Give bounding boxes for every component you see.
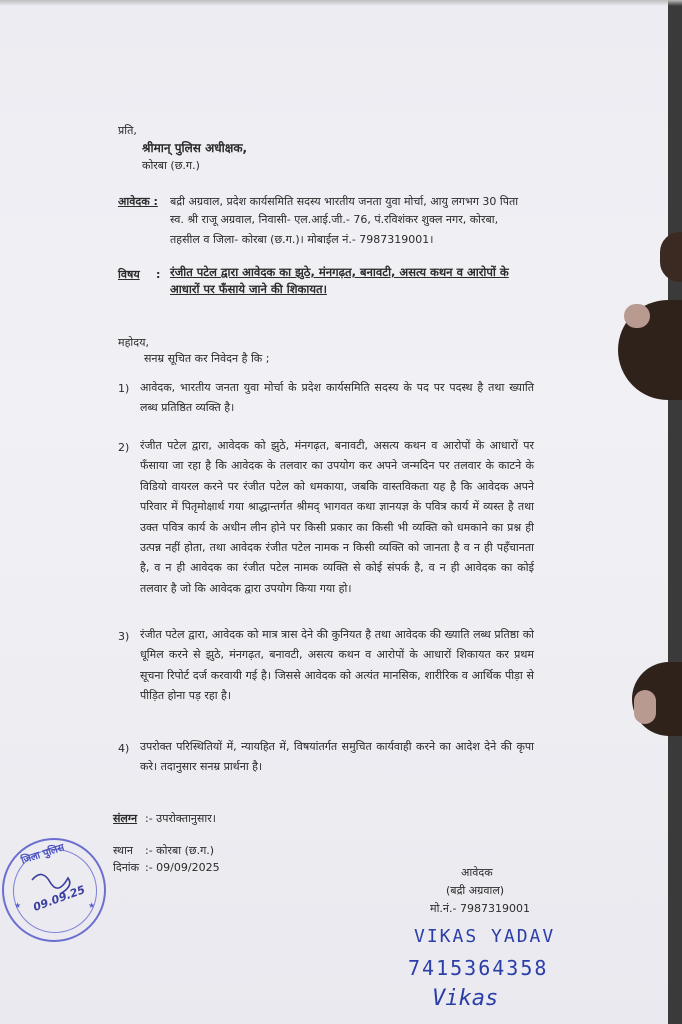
fingernail [634,690,656,724]
signature-name: (बद्री अग्रवाल) [446,884,505,897]
signature-mobile: मो.नं.- 7987319001 [430,902,530,915]
date-label: दिनांक [113,861,140,874]
subject-label: विषय [118,268,140,281]
place-value: :- कोरबा (छ.ग.) [145,844,215,857]
point-number: 2) [118,441,130,454]
salutation: महोदय, [118,336,149,349]
svg-text:★: ★ [14,901,22,910]
point-text: आवेदक, भारतीय जनता युवा मोर्चा के प्रदेश कार्यसमिति सदस्य के पद पर पदस्थ है तथा ख्याति लब्ध प्रतिष्ठित व्यक्ति है। [140,381,534,415]
subject-colon: : [156,268,161,281]
stamp-scribble-icon [2,838,106,942]
recipient-name: श्रीमान् पुलिस अधीक्षक, [142,141,248,155]
stamp-text: जिला पुलिस [19,842,66,867]
page-top-shadow [0,0,682,6]
handwritten-name: VIKAS YADAV [414,926,556,947]
applicant-line-3: तहसील व जिला- कोरबा (छ.ग.)। मोबाईल नं.- 7987319001। [170,233,434,246]
point-text: रंजीत पटेल द्वारा, आवेदक को झुठे, मंनगढ़त, बनावटी, असत्य कथन व आरोपों के आधारों पर फँसाया जा रहा है कि आवेदक के तलवार का उपयोग कर अपने जन्मदिन पर तलवार के काटने के विडियो वायरल करने पर रंजीत पटेल को धमकाया, जबकि वास्तविकता यह है कि आवेदक अपने परिवार में पितृमोक्षार्थ गया श्राद्धान्तर्गत श्रीमद् भागवत कथा ज्ञानयज्ञ के पवित्र कार्य में व्यस्त है तथा उक्त पवित्र कार्य के अधीन लीन होने पर किसी प्रकार का किसी भी व्यक्ति को धमकाने का प्रश्न ही उत्पन्न नहीं होता, तथा आवेदक रंजीत पटेल नामक न किसी व्यक्ति को जानता है व न ही पहँचानता है, व न ही आवेदक का रंजीत पटेल नामक व्यक्ति से कोई संपर्क है, व न ही आवेदक का कोई तलवार है जो कि आवेदक द्वारा उपयोग किया गया हो। [140,439,534,595]
handwritten-signature: Vikas [432,986,499,1011]
police-stamp [2,838,106,942]
point-number: 1) [118,382,130,395]
enclosure-value: :- उपरोक्तानुसार। [145,812,216,825]
date-value: :- 09/09/2025 [145,861,220,874]
recipient-prefix: प्रति, [118,124,137,137]
signature-title: आवेदक [461,866,493,879]
applicant-line-2: स्व. श्री राजू अग्रवाल, निवासी- एल.आई.जी.- 76, पं.रविशंकर शुक्ल नगर, कोरबा, [170,213,499,226]
applicant-label: आवेदक : [118,195,158,208]
opening-line: सनम्र सूचित कर निवेदन है कि ; [144,352,270,365]
subject-line-1: रंजीत पटेल द्वारा आवेदक का झुठे, मंनगढ़त, बनावटी, असत्य कथन व आरोपों के [170,265,509,279]
point-number: 3) [118,630,130,643]
svg-text:★: ★ [88,901,96,910]
subject-line-2: आधारों पर फँसाये जाने की शिकायत। [170,282,327,296]
fingernail [624,304,650,328]
point-text: रंजीत पटेल द्वारा, आवेदक को मात्र त्रास देने की कुनियत है तथा आवेदक की ख्याति लब्ध प्रतिष्ठा को धूमिल करने से झुठे, मंनगढ़त, बनावटी, असत्य कथन व आरोपों के आधारों शिकायत कर प्रथम सूचना रिपोर्ट दर्ज करवायी गई है। जिससे आवेदक को अत्यंत मानसिक, शारीरिक व आर्थिक पीड़ा से पीड़ित होना पड़ रहा है। [140,628,534,703]
enclosure-label: संलग्न [113,812,138,825]
stamp-date: 09.09.25 [31,883,87,914]
point-text: उपरोक्त परिस्थितियों में, न्यायहित में, विषयांतर्गत समुचित कार्यवाही करने का आदेश देने की कृपा करे। तदानुसार सनम्र प्रार्थना है। [140,740,534,774]
point-number: 4) [118,742,130,755]
place-label: स्थान [113,844,134,857]
handwritten-phone: 7415364358 [408,956,549,980]
recipient-place: कोरबा (छ.ग.) [142,159,200,172]
applicant-line-1: बद्री अग्रवाल, प्रदेश कार्यसमिति सदस्य भारतीय जनता युवा मोर्चा, आयु लगभग 30 पिता [170,195,519,208]
